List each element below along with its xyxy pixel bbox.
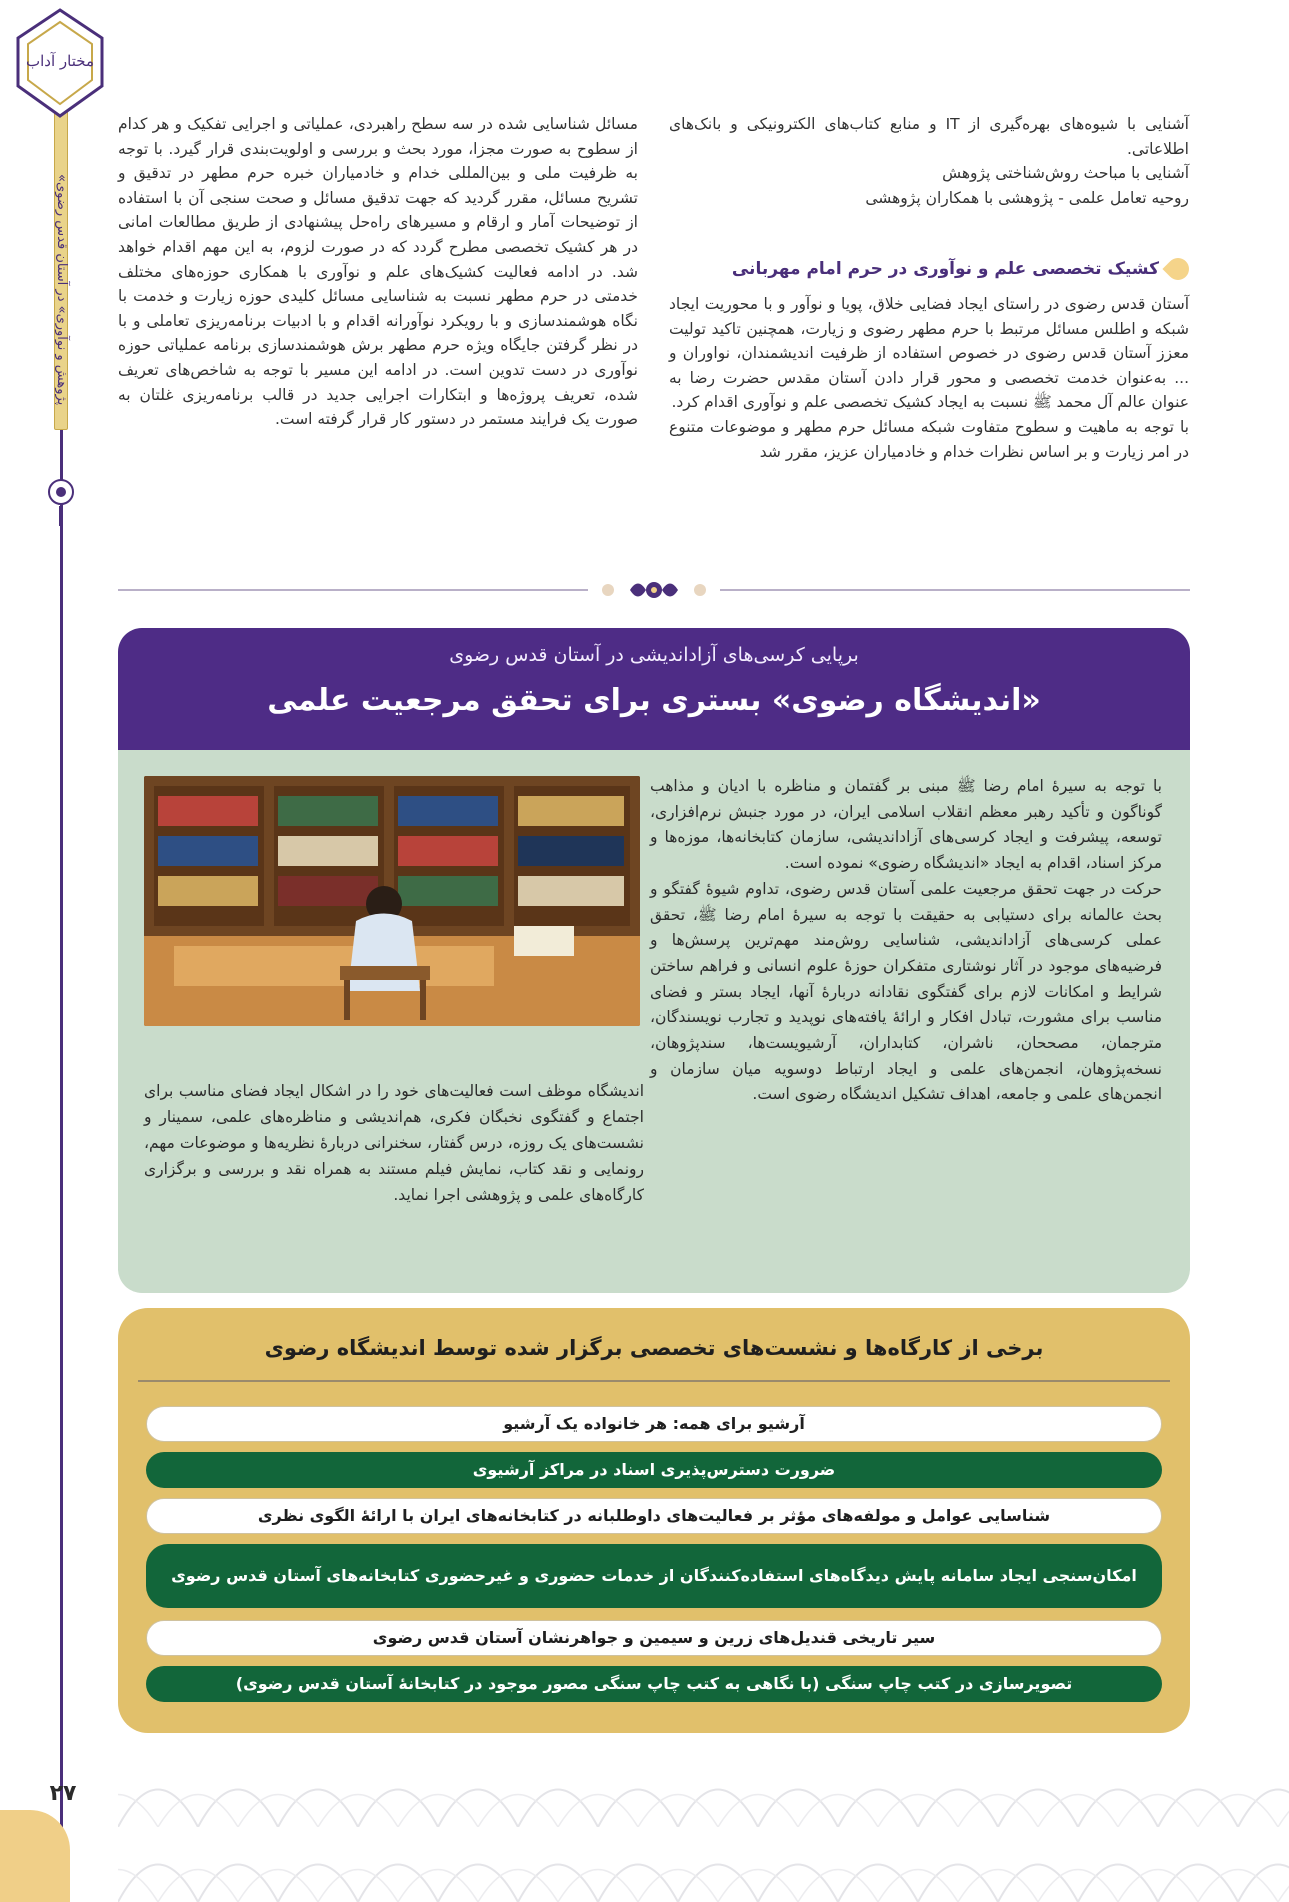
workshop-item (146, 1452, 1162, 1488)
feature-text-left (144, 1078, 644, 1208)
top-right-body (669, 292, 1189, 464)
feature-title: «اندیشگاه رضوی» بستری برای تحقق مرجعیت علمی (267, 683, 1041, 718)
workshops-title: برخی از کارگاه‌ها و نشست‌های تخصصی برگزار شده توسط اندیشگاه رضوی (264, 1336, 1044, 1360)
paragraph: آستان قدس رضوی در راستای ایجاد فضایی خلاق، پویا و نوآور و با محوریت ایجاد شبکه و اطلس مسائل مرتبط با حرم مطهر رضوی و زیارت، همچنین تاکید تولیت معزز آستان قدس رضوی در خصوص استفاده از ظرفیت اندیشمندان، نواوران و ... به‌عنوان خدمت تخصصی و محور قرار دادن آستان مقدس حضرت رضا به عنوان عالم آل محمد ﷺ نسبت به ایجاد کشیک تخصصی علم و نوآوری اقدام کرد. (669, 295, 1189, 412)
section-divider (118, 575, 1190, 605)
feature-kicker: برپایی کرسی‌های آزاداندیشی در آستان قدس رضوی (449, 644, 859, 666)
top-right-column (669, 112, 1189, 210)
bullet-line: روحیه تعامل علمی - پژوهشی با همکاران پژوهشی (865, 188, 1189, 207)
workshop-item (146, 1498, 1162, 1534)
margin-caption: «پژوهش و نوآوری» در آستان قدس رضوی (54, 174, 69, 406)
workshop-item-label: ضرورت دسترس‌پذیری اسناد در مراکز آرشیوی (472, 1460, 836, 1479)
paragraph: با توجه به ماهیت و سطوح متفاوت شبکه مسائل حرم مطهر و موضوعات متنوع در امر زیارت و بر اساس نظرات خدام و خادمیاران عزیز، مقرر شد (669, 417, 1189, 461)
flower-ornament-icon (40, 468, 82, 528)
feature-header (118, 628, 1190, 750)
workshops-box (118, 1308, 1190, 1733)
bullet-line: آشنایی با شیوه‌های بهره‌گیری از IT و منابع کتاب‌های الکترونیکی و بانک‌های اطلاعاتی. (669, 115, 1189, 158)
paragraph: مسائل شناسایی شده در سه سطح راهبردی، عملیاتی و اجرایی تفکیک و هر کدام از سطوح به صورت مجزا، مورد بحث و بررسی و اولویت‌بندی قرار گیرد. با توجه به ظرفیت ملی و بین‌المللی خدام و خادمیاران خبره حرم مطهر در تدقیق و تشریح مسائل، مقرر گردید که جهت تدقیق مسائل و صحت سنجی آن با استفاده از توضیحات آمار و ارقام و مسیرهای راه‌حل پیشنهادی از طریق مطالعات امانی در هر کشیک تخصصی مطرح گردد که در صورت لزوم، به این مهم اقدام خواهد شد. در ادامه فعالیت کشیک‌های علم و نوآوری با همکاری حوزه‌های مختلف خدمتی در حرم مطهر نسبت به شناسایی مسائل کلیدی حوزه زیارت و خدمت با نگاه هوشمندسازی و با رویکرد نوآورانه اقدام و با ادبیات برنامه‌ریزی تعاملی و با در نظر گرفتن جایگاه ویژه حرم مطهر برش هوشمندسازی برنامه عملیاتی حوزه نوآوری در دست تدوین است. در ادامه این مسیر با توجه به شاخص‌های تعریف شده، تعریف پروژه‌ها و ابتکارات اجرایی جدید در قالب برنامه‌ریزی غلتان به صورت یک فرایند مستمر در دستور کار قرار گرفته است. (118, 115, 638, 429)
journal-seal-logo (12, 8, 108, 118)
feature-box (118, 628, 1190, 1293)
subheading-text: کشیک تخصصی علم و نوآوری در حرم امام مهربانی (731, 259, 1159, 279)
paragraph: حرکت در جهت تحقق مرجعیت علمی آستان قدس رضوی، تداوم شیوهٔ گفتگو و بحث عالمانه برای دستیابی به حقیقت با توجه به سیرهٔ امام رضا ﷺ، تحقق عملی کرسی‌های آزاداندیشی، شناسایی روش‌مند مهم‌ترین پرسش‌ها و فرضیه‌های موجود در آثار نوشتاری متفکران حوزهٔ علوم انسانی و فراهم ساختن شرایط و امکانات لازم برای گفتگوی نقادانه دربارهٔ آنها، ایجاد بستر و فضای مناسب برای مشورت، تبادل افکار و ارائهٔ یافته‌های نوپدید و تجارب نویسندگان، مترجمان، مصححان، ناشران، کتابداران، آرشیویست‌ها، سندپژوهان، نسخه‌پژوهان، انجمن‌های علمی و ایجاد ارتباط دوسویه میان سازمان و انجمن‌های علمی و جامعه، اهداف تشکیل اندیشگاه رضوی است. (650, 879, 1162, 1104)
workshop-item-label: امکان‌سنجی ایجاد سامانه پایش دیدگاه‌های استفاده‌کنندگان از خدمات حضوری و غیرحضوری کتابخانه‌های آستان قدس رضوی (171, 1566, 1137, 1585)
workshop-item (146, 1544, 1162, 1608)
top-left-column (118, 112, 638, 432)
feature-text-right (650, 774, 1162, 1108)
arabesque-pattern (118, 1752, 1289, 1902)
page-margin (0, 0, 120, 1902)
paragraph: با توجه به سیرهٔ امام رضا ﷺ مبنی بر گفتمان و مناظره با ادیان و مذاهب گوناگون و تأکید رهبر معظم انقلاب اسلامی ایران، در مورد جنبش نرم‌افزاری، توسعه، پیشرفت و ایجاد کرسی‌های آزاداندیشی، سازمان کتابخانه‌ها، موزه‌ها و مرکز اسناد، اقدام به ایجاد «اندیشگاه رضوی» نموده است. (650, 777, 1162, 873)
workshops-divider (138, 1380, 1170, 1382)
bullet-line: آشنایی با مباحث روش‌شناختی پژوهش (942, 164, 1189, 183)
workshop-item-label: شناسایی عوامل و مولفه‌های مؤثر بر فعالیت‌های داوطلبانه در کتابخانه‌های ایران با ارائهٔ الگوی نظری (257, 1506, 1051, 1525)
section-subheading (669, 258, 1189, 280)
library-reader-photo (144, 776, 640, 1026)
workshop-item (146, 1406, 1162, 1442)
bullet-drop-icon (1162, 253, 1193, 284)
page-number: ۲۷ (49, 1781, 77, 1806)
workshop-item-label: آرشیو برای همه: هر خانواده یک آرشیو (503, 1414, 805, 1433)
workshop-item (146, 1666, 1162, 1702)
workshop-item (146, 1620, 1162, 1656)
workshop-item-label: تصویرسازی در کتب چاپ سنگی (با نگاهی به کتب چاپ سنگی مصور موجود در کتابخانهٔ آستان قدس رضوی) (235, 1674, 1073, 1693)
workshop-item-label: سیر تاریخی قندیل‌های زرین و سیمین و جواهرنشان آستان قدس رضوی (372, 1628, 936, 1647)
seal-text: مختار آداب (26, 52, 94, 70)
paragraph: اندیشگاه موظف است فعالیت‌های خود را در اشکال ایجاد فضای مناسب برای اجتماع و گفتگوی نخبگان فکری، هم‌اندیشی و مناظره‌های علمی، سمینار و نشست‌های یک روزه، درس گفتار، سخنرانی دربارهٔ نظریه‌ها و موضوعات مهم، رونمایی و نقد کتاب، نمایش فیلم مستند به همراه نقد و بررسی و برگزاری کارگاه‌های علمی و پژوهشی اجرا نماید. (144, 1082, 644, 1204)
corner-ornament (0, 1810, 70, 1902)
